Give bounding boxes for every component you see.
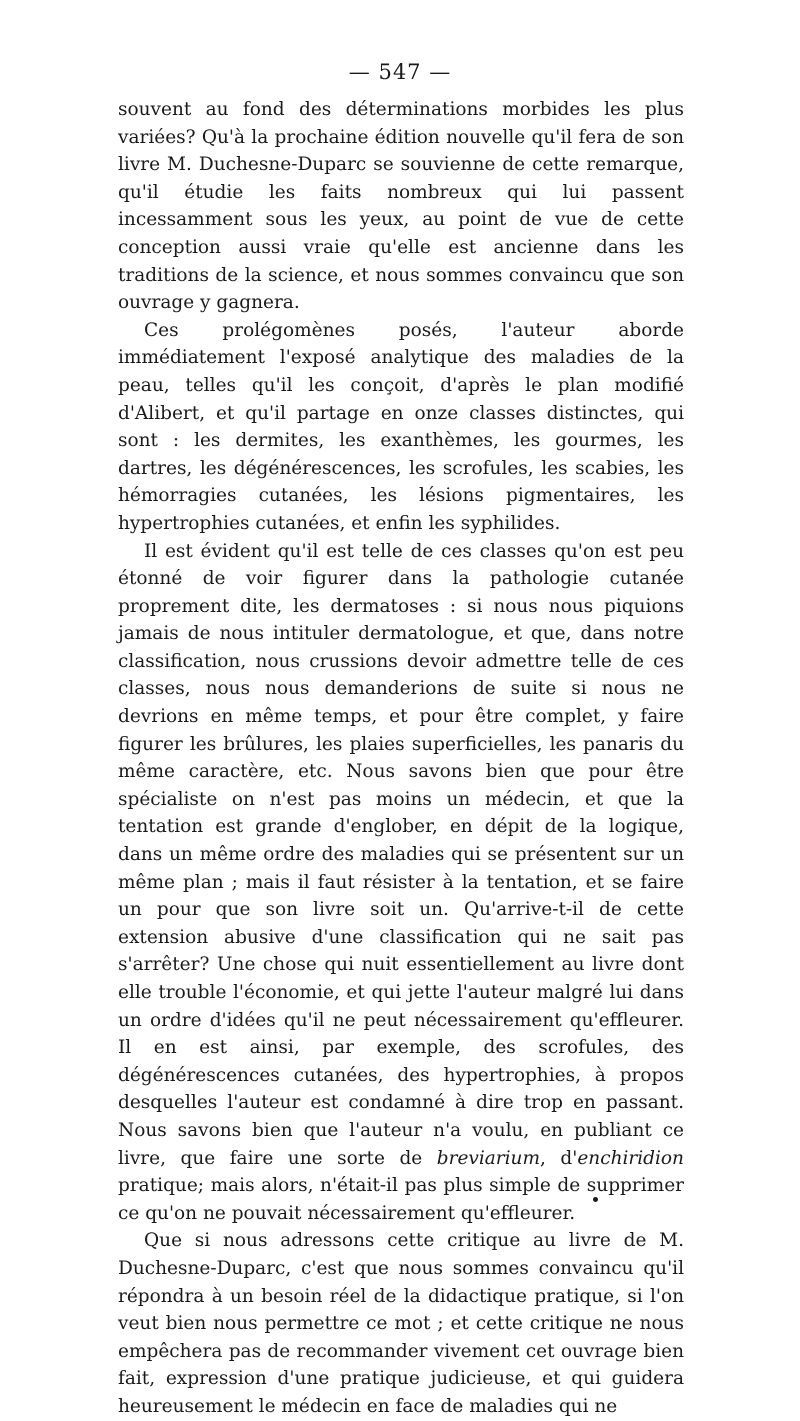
paragraph-3-mid: , d' (540, 1147, 578, 1169)
paragraph-2: Ces prolégomènes posés, l'auteur aborde immédiatement l'exposé analytique des maladies de la peau, telles qu'il les conçoit, d'après le plan modifié d'Alibert, et qu'il partage en onze classes distinctes, qui sont : les dermites, les exanthèmes, les gourmes, les dartres, les dégénérescences, les scrofules, les scabies, les hémorragies cutanées, les lésions pigmentaires, les hypertrophies cutanées, et enfin les syphilides. (118, 319, 684, 534)
italic-breviarium: breviarium (436, 1147, 541, 1169)
paragraph-3 (118, 538, 684, 1228)
paragraph-3-text: Il est évident qu'il est telle de ces classes qu'on est peu étonné de voir figurer dans la pathologie cutanée proprement dite, les dermatoses : si nous nous piquions jamais de nous intituler dermatologue, et que, dans notre classification, nous crussions devoir admettre telle de ces classes, nous nous demanderions de suite si nous ne devrions en même temps, et pour être complet, y faire figurer les brûlures, les plaies superficielles, les panaris du même caractère, etc. Nous savons bien que pour être spécialiste on n'est pas moins un médecin, et que la tentation est grande d'englober, en dépit de la logique, dans un même ordre des maladies qui se présentent sur un même plan ; mais il faut résister à la tentation, et se faire un pour que son livre soit un. Qu'arrive-t-il de cette extension abusive d'une classification qui ne sait pas s'arrêter? Une chose qui nuit essentiellement au livre dont elle trouble l'économie, et qui jette l'auteur malgré lui dans un ordre d'idées qu'il ne peut nécessairement qu'effleurer. Il en est ainsi, par exemple, des scrofules, des dégénérescences cutanées, des hypertrophies, à propos desquelles l'auteur est condamné à dire trop en passant. Nous savons bien que l'auteur n'a voulu, en publiant ce livre, que faire une sorte de (118, 540, 684, 1169)
body-text (118, 96, 684, 1421)
italic-enchiridion: enchiridion (577, 1147, 684, 1169)
ink-dot (593, 1197, 598, 1202)
paragraph-1: souvent au fond des déterminations morbides les plus variées? Qu'à la prochaine édition nouvelle qu'il fera de son livre M. Duchesne-Duparc se souvienne de cette remarque, qu'il étudie les faits nombreux qui lui passent incessamment sous les yeux, au point de vue de cette conception aussi vraie qu'elle est ancienne dans les traditions de la science, et nous sommes convaincu que son ouvrage y gagnera. (118, 99, 684, 314)
page-number: — 547 — (348, 60, 452, 84)
paragraph-3-tail: pratique; mais alors, n'était-il pas plus simple de supprimer ce qu'on ne pouvait nécessairement qu'effleurer. (118, 1175, 684, 1224)
paragraph-4: Que si nous adressons cette critique au livre de M. Duchesne-Duparc, c'est que nous sommes convaincu qu'il répondra à un besoin réel de la didactique pratique, si l'on veut bien nous permettre ce mot ; et cette critique ne nous empêchera pas de recommander vivement cet ouvrage bien fait, expression d'une pratique judicieuse, et qui guidera heureusement le médecin en face de maladies qui ne (118, 1230, 684, 1417)
